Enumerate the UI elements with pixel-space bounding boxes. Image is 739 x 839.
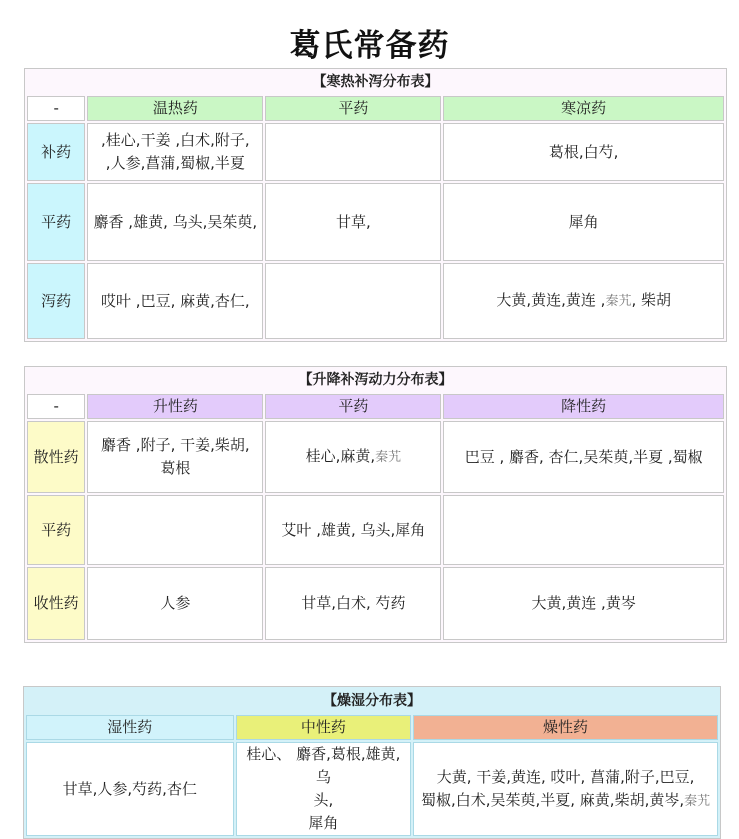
- cell-warm: 哎叶 ,巴豆, 麻黄,杏仁,: [87, 263, 263, 339]
- rise-fall-table: [24, 366, 727, 643]
- table-caption: 【寒热补泻分布表】: [312, 74, 439, 90]
- cell-neutral: 甘草,: [265, 183, 441, 261]
- header-warm: 温热药: [87, 96, 263, 121]
- cell-up: [87, 421, 263, 493]
- cell-wet: 甘草,人参,芍药,杏仁: [26, 742, 234, 836]
- table-caption: 【燥湿分布表】: [323, 692, 421, 709]
- cell-line: 大黄, 干姜,黄连, 哎叶, 菖蒲,附子,巴豆,: [436, 767, 695, 786]
- header-wet: 湿性药: [26, 715, 234, 740]
- header-neutral: 平药: [265, 394, 441, 419]
- corner-cell: -: [27, 394, 85, 419]
- header-down: 降性药: [443, 394, 724, 419]
- cell-neutral: [265, 123, 441, 181]
- row-label: 收性药: [27, 567, 85, 640]
- cell-text: 大黄,黄连,黄连 ,: [496, 291, 606, 309]
- dry-wet-table: [23, 686, 721, 839]
- row-label: 平药: [27, 183, 85, 261]
- cell-warm: [87, 123, 263, 181]
- cell-line: 麝香 ,附子, 干姜,柴胡,: [101, 436, 250, 454]
- cell-down: 大黄,黄连 ,黄岑: [443, 567, 724, 640]
- cell-cold: 葛根,白芍,: [443, 123, 724, 181]
- cell-dry: [413, 742, 718, 836]
- header-neutral: 中性药: [236, 715, 412, 740]
- header-cold: 寒凉药: [443, 96, 724, 121]
- cell-neutral: 艾叶 ,雄黄, 乌头,犀角: [265, 495, 441, 565]
- cell-text: 蜀椒,白术,吴茱萸,半夏, 麻黄,柴胡,黄岑,: [420, 790, 685, 809]
- cell-neutral: [236, 742, 412, 836]
- cell-down: [443, 495, 724, 565]
- cell-down: 巴豆 , 麝香, 杏仁,吴茱萸,半夏 ,蜀椒: [443, 421, 724, 493]
- cell-up: [87, 495, 263, 565]
- header-up: 升性药: [87, 394, 263, 419]
- cell-neutral: [265, 421, 441, 493]
- row-label: 平药: [27, 495, 85, 565]
- cell-cold: [443, 263, 724, 339]
- cold-hot-table: [24, 68, 727, 342]
- cell-up: 人参: [87, 567, 263, 640]
- cell-line: ,桂心,干姜 ,白术,附子,: [101, 131, 250, 149]
- cell-neutral: [265, 263, 441, 339]
- cell-cold: 犀角: [443, 183, 724, 261]
- corner-cell: -: [27, 96, 85, 121]
- cell-warm: 麝香 ,雄黄, 乌头,吴茱萸,: [87, 183, 263, 261]
- row-label: 补药: [27, 123, 85, 181]
- cell-text: , 柴胡: [631, 291, 671, 309]
- cell-text-muted: 秦艽: [375, 450, 402, 465]
- cell-line: 葛根: [160, 459, 191, 477]
- cell-text: 桂心,麻黄,: [305, 447, 376, 465]
- cell-line: 头,: [313, 791, 334, 809]
- row-label: 泻药: [27, 263, 85, 339]
- cell-text-muted: 秦艽: [684, 793, 711, 809]
- page-title: 葛氏常备药: [289, 28, 450, 64]
- cell-line: ,人参,菖蒲,蜀椒,半夏: [105, 154, 245, 172]
- cell-line: 犀角: [308, 814, 339, 832]
- cell-line: 桂心、 麝香,葛根,雄黄,乌: [246, 745, 401, 786]
- row-label: 散性药: [27, 421, 85, 493]
- header-dry: 燥性药: [413, 715, 718, 740]
- table-caption: 【升降补泻动力分布表】: [298, 372, 453, 388]
- cell-text-muted: 秦艽: [605, 294, 632, 309]
- header-neutral: 平药: [265, 96, 441, 121]
- cell-line: [417, 789, 714, 813]
- cell-neutral: 甘草,白术, 芍药: [265, 567, 441, 640]
